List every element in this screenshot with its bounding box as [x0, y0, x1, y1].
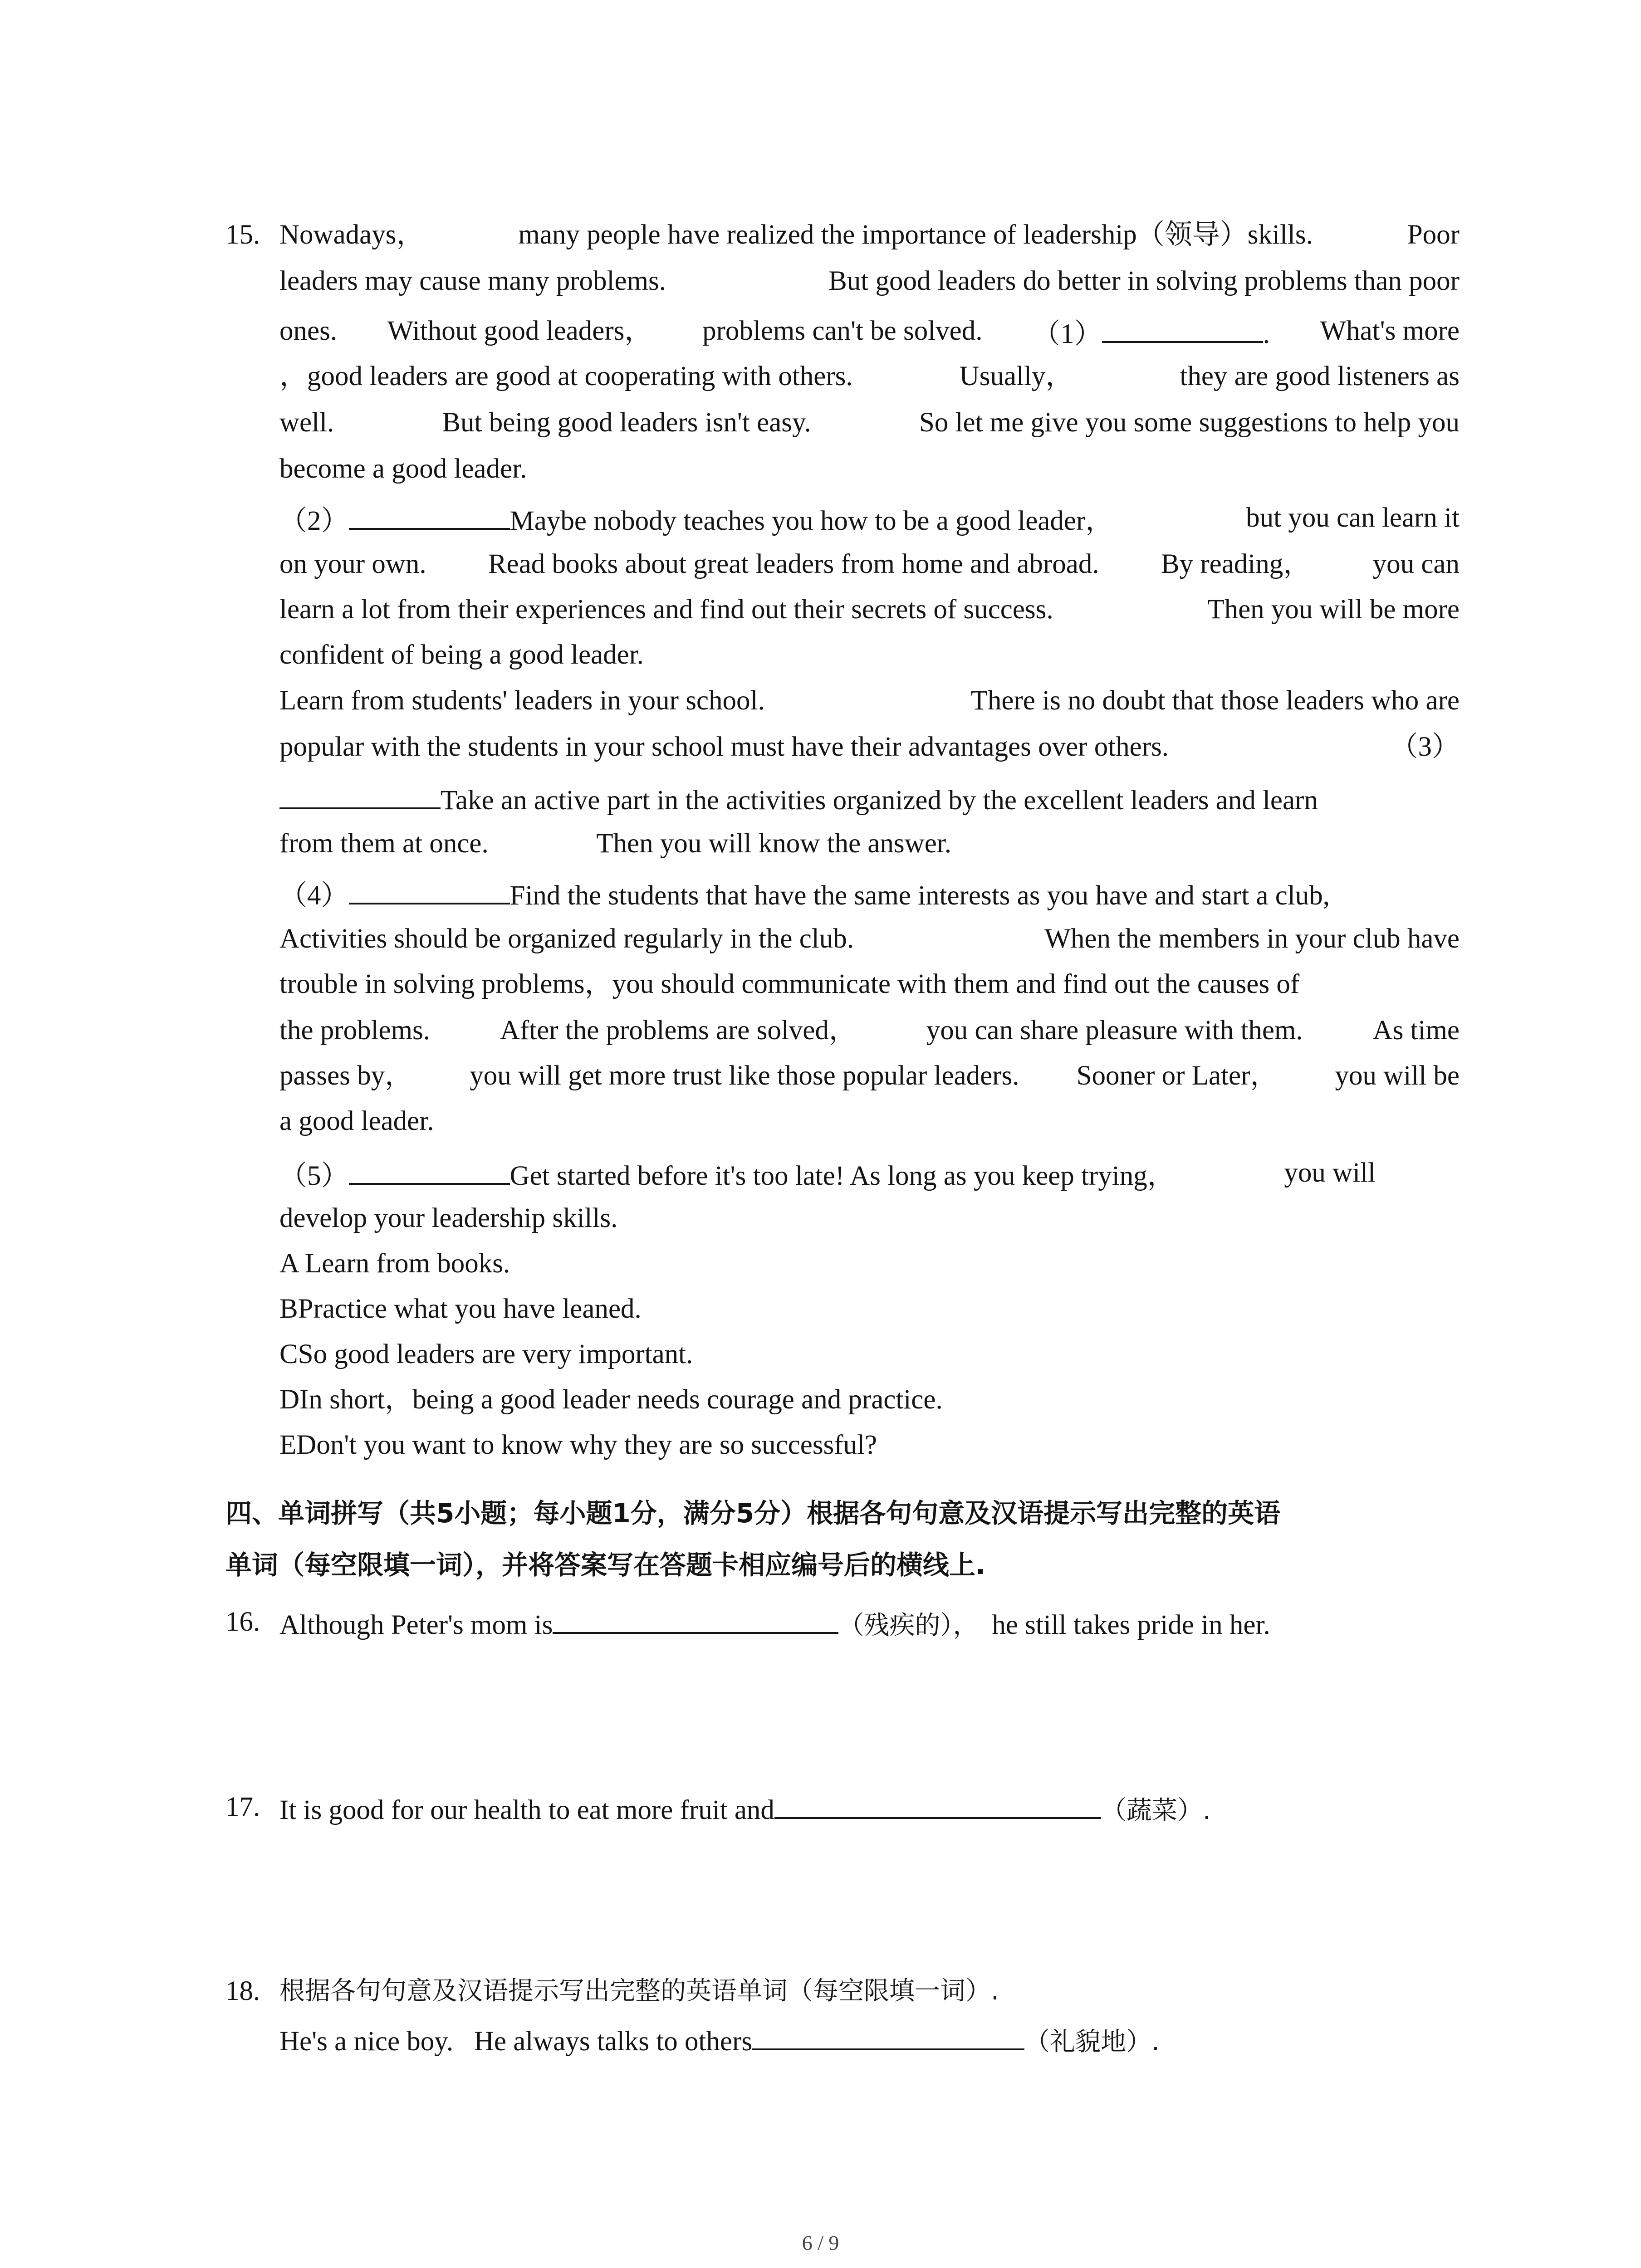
answer-blank-1[interactable]: [1102, 313, 1263, 343]
q15-p5-line-1: （5） Get started before it's too late! As long as you keep trying， you will: [279, 1155, 1376, 1194]
q15-p1-line-3: ones. Without good leaders， problems can't be solved. （1） . What's more: [279, 313, 1460, 352]
answer-blank-16[interactable]: [553, 1604, 838, 1634]
section-heading-line-2: 单词（每空限填一词），并将答案写在答题卡相应编号后的横线上.: [225, 1549, 986, 1580]
page-number: 6 / 9: [802, 2231, 839, 2254]
option-c: CSo good leaders are very important.: [279, 1339, 693, 1369]
q18-instruction: 根据各句句意及汉语提示写出完整的英语单词（每空限填一词）.: [279, 1976, 999, 2006]
q15-p3-line-3: Take an active part in the activities organized by the excellent leaders and learn: [279, 779, 1460, 819]
q15-p3-line-1: Learn from students' leaders in your school. There is no doubt that those leaders who are: [279, 685, 1460, 716]
q15-p2-line-3: learn a lot from their experiences and find out their secrets of success. Then you will be more: [279, 594, 1460, 625]
answer-blank-2[interactable]: [349, 500, 510, 530]
option-b: BPractice what you have leaned.: [279, 1294, 642, 1324]
q15-p1-line-2: leaders may cause many problems. But good leaders do better in solving problems than poor: [279, 266, 1460, 296]
q15-p4-line-1: （4） Find the students that have the same interests as you have and start a club,: [279, 875, 1460, 914]
question-number: 17.: [225, 1792, 260, 1822]
answer-blank-5[interactable]: [349, 1155, 510, 1185]
q15-p4-line-3: trouble in solving problems，you should communicate with them and find out the causes of: [279, 969, 1300, 999]
option-e: EDon't you want to know why they are so successful?: [279, 1430, 877, 1460]
answer-blank-18[interactable]: [752, 2020, 1024, 2050]
q15-p4-line-4: the problems. After the problems are solved， you can share pleasure with them. As time: [279, 1015, 1460, 1046]
q15-p3-line-2: popular with the students in your school must have their advantages over others. （3）: [279, 732, 1460, 762]
answer-blank-3[interactable]: [279, 779, 441, 809]
question-number: 18.: [225, 1976, 260, 2006]
q15-p1-line-4: ，good leaders are good at cooperating with others. Usually， they are good listeners as: [279, 361, 1460, 391]
q15-p2-line-2: on your own. Read books about great leaders from home and abroad. By reading， you can: [279, 549, 1460, 579]
option-d: DIn short，being a good leader needs courage and practice.: [279, 1384, 943, 1415]
q15-p1-line-6: become a good leader.: [279, 454, 527, 484]
q15-p3-line-4: from them at once. Then you will know the answer.: [279, 828, 951, 859]
q15-p2-line-1: （2） Maybe nobody teaches you how to be a good leader， but you can learn it: [279, 500, 1460, 539]
q15-p4-line-2: Activities should be organized regularly in the club. When the members in your club have: [279, 924, 1460, 954]
q15-p5-line-2: develop your leadership skills.: [279, 1203, 618, 1233]
q15-p1-line-5: well. But being good leaders isn't easy. So let me give you some suggestions to help you: [279, 407, 1460, 438]
question-number: 16.: [225, 1607, 260, 1637]
q18-text: He's a nice boy. He always talks to others （礼貌地）.: [279, 2020, 1460, 2060]
question-number: 15.: [225, 220, 260, 250]
q16-text: Although Peter's mom is （残疾的）， he still takes pride in her.: [279, 1604, 1460, 1644]
q15-p4-line-5: passes by， you will get more trust like those popular leaders. Sooner or Later， you will be: [279, 1061, 1460, 1091]
q17-text: It is good for our health to eat more fruit and （蔬菜）.: [279, 1789, 1460, 1829]
answer-blank-17[interactable]: [774, 1789, 1101, 1819]
option-a: A Learn from books.: [279, 1248, 510, 1279]
q15-p2-line-4: confident of being a good leader.: [279, 640, 644, 670]
q15-p4-line-6: a good leader.: [279, 1106, 434, 1136]
q15-p1-line-1: Nowadays， many people have realized the importance of leadership（领导）skills. Poor: [279, 220, 1460, 250]
answer-blank-4[interactable]: [349, 875, 510, 904]
section-heading-line-1: 四、单词拼写（共5小题；每小题1分，满分5分）根据各句句意及汉语提示写出完整的英语: [225, 1498, 1281, 1529]
